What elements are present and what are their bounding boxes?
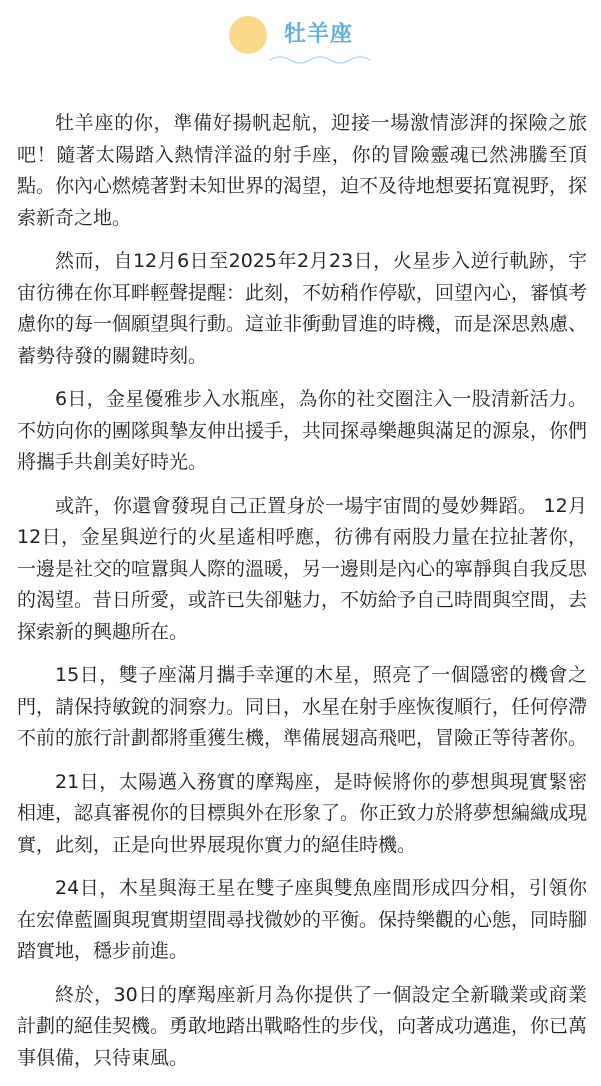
paragraph: 24日，木星與海王星在雙子座與雙魚座間形成四分相，引領你在宏偉藍圖與現實期望間尋找微妙的平衡。保持樂觀的心態，同時腳踏實地，穩步前進。 xyxy=(17,877,588,962)
paragraph: 或許，你還會發現自己正置身於一場宇宙間的曼妙舞蹈。 12月12日，金星與逆行的火星遙相呼應，彷彿有兩股力量在拉扯著你，一邊是社交的喧囂與人際的溫暖，另一邊則是內心的寧靜與自我反思的渴望。昔日所愛，或許已失卻魅力，不妨給予自己時間與空間，去探索新的興趣所在。 xyxy=(17,494,588,643)
paragraph: 終於，30日的摩羯座新月為你提供了一個設定全新職業或商業計劃的絕佳契機。勇敢地踏出戰略性的步伐，向著成功邁進，你已萬事俱備，只待東風。 xyxy=(17,983,588,1069)
paragraph: 6日，金星優雅步入水瓶座，為你的社交圈注入一股清新活力。不妨向你的團隊與摯友伸出援手，共同探尋樂趣與滿足的源泉，你們將攜手共創美好時光。 xyxy=(17,388,588,473)
article-body xyxy=(17,108,587,1086)
paragraph: 然而，自12月6日至2025年2月23日，火星步入逆行軌跡，宇宙彷彿在你耳畔輕聲提醒：此刻，不妨稍作停歇，回望內心，審慎考慮你的每一個願望與行動。這並非衝動冒進的時機，而是深思熟慮、蓄勢待發的關鍵時刻。 xyxy=(17,250,588,367)
sun-icon xyxy=(229,16,267,54)
paragraph: 15日，雙子座滿月攜手幸運的木星，照亮了一個隱密的機會之門，請保持敏銳的洞察力。同日，水星在射手座恢復順行，任何停滯不前的旅行計劃都將重獲生機，準備展翅高飛吧，冒險正等待著你。 xyxy=(17,664,588,749)
wave-divider-icon xyxy=(268,52,378,66)
header xyxy=(0,0,601,80)
paragraph: 21日，太陽邁入務實的摩羯座，是時候將你的夢想與現實緊密相連，認真審視你的目標與外在形象了。你正致力於將夢想編織成現實，此刻，正是向世界展現你實力的絕佳時機。 xyxy=(17,770,588,856)
paragraph: 牡羊座的你，準備好揚帆起航，迎接一場激情澎湃的探險之旅吧！隨著太陽踏入熱情洋溢的射手座，你的冒險靈魂已然沸騰至頂點。你內心燃燒著對未知世界的渴望，迫不及待地想要拓寬視野，探索新奇之地。 xyxy=(17,112,588,229)
page-title: 牡羊座 xyxy=(284,22,354,47)
